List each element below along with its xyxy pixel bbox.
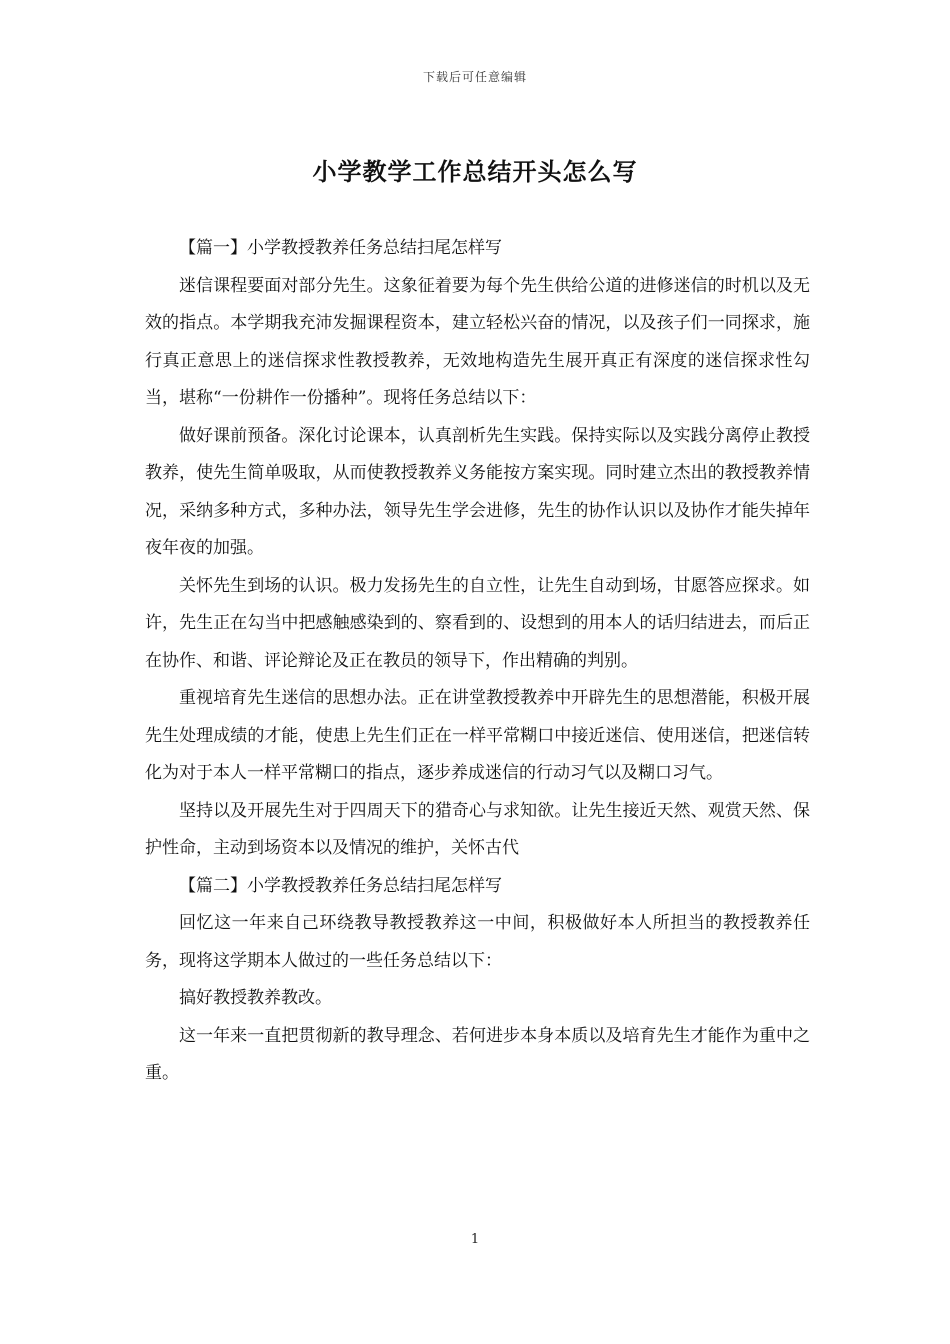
paragraph: 搞好教授教养教改。	[179, 988, 332, 1008]
paragraph: 做好课前预备。深化讨论课本，认真剖析先生实践。保持实际以及实践分离停止教授教养，使先生简单吸取，从而使教授教养义务能按方案实现。同时建立杰出的教授教养情况，采纳多种方式，多种办法，领导先生学会进修，先生的协作认识以及协作才能失掉年夜年夜的加强。	[145, 425, 810, 558]
section-heading-2: 【篇二】小学教授教养任务总结扫尾怎样写	[179, 875, 502, 896]
header-note: 下载后可任意编辑	[422, 70, 527, 84]
document-title: 小学教学工作总结开头怎么写	[312, 157, 638, 186]
paragraph: 坚持以及开展先生对于四周天下的猎奇心与求知欲。让先生接近天然、观赏天然、保护性命，主动到场资本以及情况的维护，关怀古代	[145, 800, 810, 858]
paragraph: 回忆这一年来自己环绕教导教授教养这一中间，积极做好本人所担当的教授教养任务，现将这学期本人做过的一些任务总结以下：	[145, 913, 810, 971]
page-number: 1	[470, 1232, 480, 1247]
document-body	[145, 230, 810, 1093]
section-heading-1: 【篇一】小学教授教养任务总结扫尾怎样写	[179, 238, 502, 258]
paragraph: 迷信课程要面对部分先生。这象征着要为每个先生供给公道的进修迷信的时机以及无效的指点。本学期我充沛发掘课程资本，建立轻松兴奋的情况，以及孩子们一同探求，施行真正意思上的迷信探求性教授教养，无效地构造先生展开真正有深度的迷信探求性勾当，堪称“一份耕作一份播种”。现将任务总结以下：	[145, 275, 810, 408]
paragraph: 关怀先生到场的认识。极力发扬先生的自立性，让先生自动到场，甘愿答应探求。如许，先生正在勾当中把感触感染到的、察看到的、设想到的用本人的话归结进去，而后正在协作、和谐、评论辩论及正在教员的领导下，作出精确的判别。	[145, 575, 810, 671]
paragraph: 这一年来一直把贯彻新的教导理念、若何进步本身本质以及培育先生才能作为重中之重。	[145, 1025, 810, 1083]
paragraph: 重视培育先生迷信的思想办法。正在讲堂教授教养中开辟先生的思想潜能，积极开展先生处理成绩的才能，使患上先生们正在一样平常糊口中接近迷信、使用迷信，把迷信转化为对于本人一样平常糊口的指点，逐步养成迷信的行动习气以及糊口习气。	[145, 688, 810, 783]
